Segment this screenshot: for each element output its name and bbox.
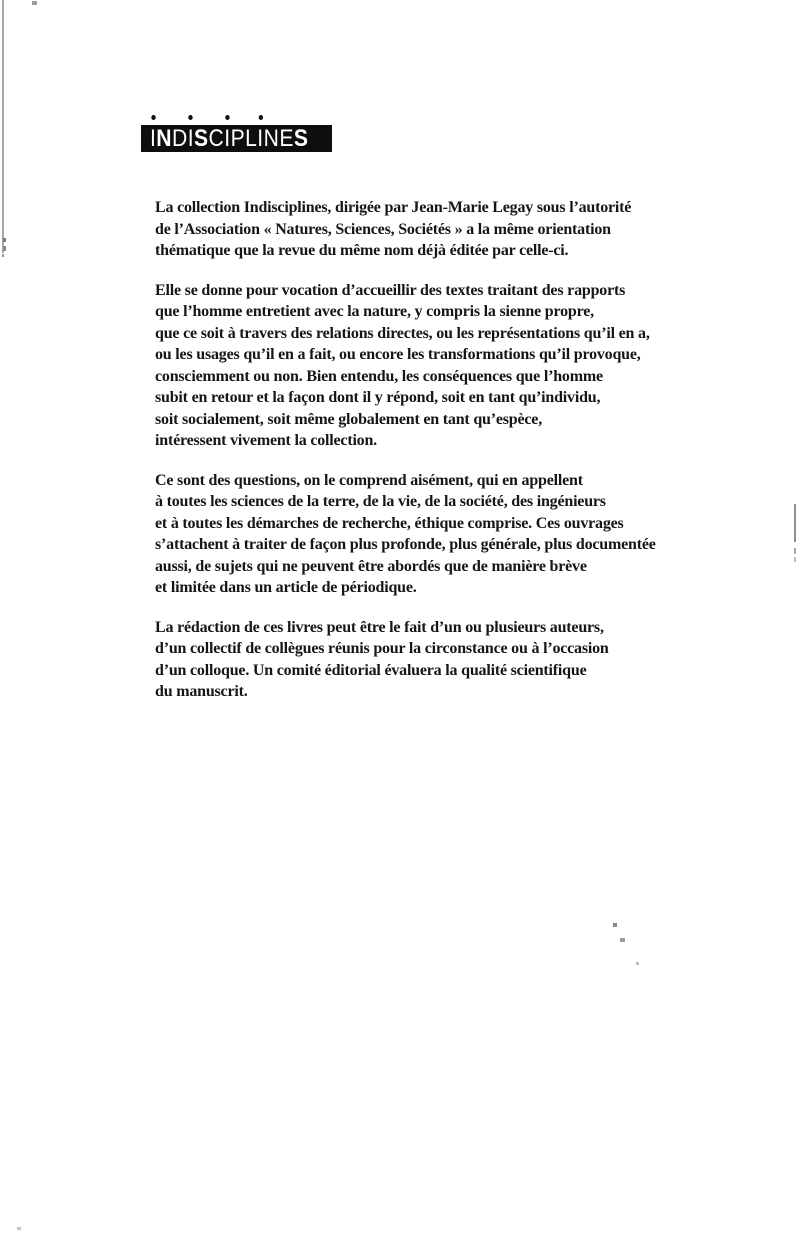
paragraph-line: consciemment ou non. Bien entendu, les conséquences que l’homme — [155, 367, 603, 385]
logo-bar — [141, 125, 332, 152]
logo-letter: I — [187, 125, 195, 152]
paragraph-line: s’attachent à traiter de façon plus profonde, plus générale, plus documentée — [155, 536, 656, 553]
scan-artifact-speck — [17, 1227, 21, 1230]
logo-text — [150, 125, 308, 152]
paragraph-line: Elle se donne pour vocation d’accueillir des textes traitant des rapports — [155, 281, 626, 299]
indisciplines-logo — [141, 125, 332, 152]
logo-letter: I — [150, 125, 157, 152]
logo-letter: C — [208, 125, 225, 152]
paragraph-line: d’un colloque. Un comité éditorial évaluera la qualité scientifique — [155, 661, 587, 679]
paragraph-line: que l’homme entretient avec la nature, y compris la sienne propre, — [155, 303, 594, 320]
paragraph-line: intéressent vivement la collection. — [155, 432, 377, 449]
scan-artifact-top-tick — [32, 1, 37, 5]
paragraph-line: La collection Indisciplines, dirigée par Jean-Marie Legay sous l’autorité — [155, 199, 632, 216]
scan-artifact-right-dash — [794, 548, 796, 554]
paragraph-line: subit en retour et la façon dont il y répond, soit en tant qu’individu, — [155, 389, 601, 406]
paragraph — [155, 470, 715, 599]
scan-artifact-left-dash — [3, 238, 6, 242]
logo-letter: I — [224, 125, 231, 152]
text-block — [155, 197, 715, 721]
paragraph-line: soit socialement, soit même globalement en tant qu’espèce, — [155, 410, 542, 428]
logo-letter: D — [172, 125, 188, 152]
paragraph-line: que ce soit à travers des relations directes, ou les représentations qu’il en a, — [155, 324, 650, 342]
logo-letter: E — [279, 125, 294, 152]
paragraph — [155, 617, 715, 703]
paragraph-line: et à toutes les démarches de recherche, éthique comprise. Ces ouvrages — [155, 514, 624, 532]
scan-artifact-left-line — [2, 0, 4, 253]
scan-artifact-right-dash — [794, 557, 796, 562]
logo-letter: S — [194, 125, 209, 152]
scan-artifact-left-dash — [2, 254, 4, 257]
scan-artifact-right-line — [794, 504, 796, 542]
paragraph-line: de l’Association « Natures, Sciences, Sociétés » a la même orientation — [155, 220, 611, 238]
paragraph-line: ou les usages qu’il en a fait, ou encore les transformations qu’il provoque, — [155, 346, 641, 363]
paragraph-line: et limitée dans un article de périodique. — [155, 579, 417, 596]
scan-artifact-speck — [620, 938, 625, 942]
paragraph-line: thématique que la revue du même nom déjà éditée par celle-ci. — [155, 242, 569, 259]
paragraph — [155, 280, 715, 452]
paragraph-line: aussi, de sujets qui ne peuvent être abordés que de manière brève — [155, 557, 587, 575]
paragraph-line: du manuscrit. — [155, 683, 248, 700]
paragraph-line: à toutes les sciences de la terre, de la vie, de la société, des ingénieurs — [155, 493, 606, 510]
paragraph-line: d’un collectif de collègues réunis pour la circonstance ou à l’occasion — [155, 640, 609, 657]
logo-letter: S — [293, 125, 309, 152]
scan-artifact-speck — [636, 962, 639, 965]
scan-artifact-speck — [613, 923, 617, 927]
logo-letter: I — [257, 125, 264, 152]
logo-letter: P — [230, 125, 246, 152]
paragraph-line: Ce sont des questions, on le comprend aisément, qui en appellent — [155, 471, 583, 489]
logo-letter: L — [245, 125, 258, 152]
paragraph — [155, 197, 715, 262]
scan-artifact-left-dash — [3, 246, 6, 251]
logo-letter: N — [263, 125, 280, 152]
logo-letter: N — [156, 125, 173, 152]
paragraph-line: La rédaction de ces livres peut être le fait d’un ou plusieurs auteurs, — [155, 618, 604, 636]
